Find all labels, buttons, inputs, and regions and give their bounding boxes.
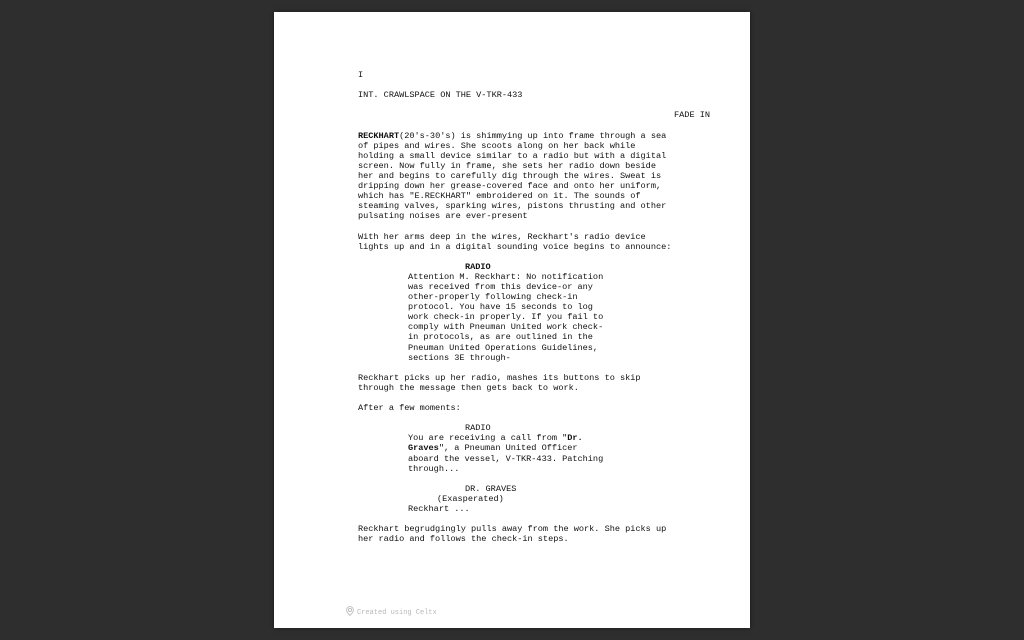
dialogue-line: Reckhart ... [408, 504, 470, 515]
action-line: steaming valves, sparking wires, pistons thrusting and other [358, 201, 667, 212]
dialogue-block-1 [358, 262, 710, 363]
action-line: through the message then gets back to work. [358, 382, 579, 393]
dialogue-line: through... [408, 463, 460, 474]
footer-text: Created using Celtx [357, 609, 437, 617]
action-line: (20's-30's) is shimmying up into frame through a sea [399, 130, 667, 141]
dialogue-line: Attention M. Reckhart: No notification [408, 271, 604, 282]
dialogue-line: work check-in properly. If you fail to [408, 312, 604, 323]
scene-heading: INT. CRAWLSPACE ON THE V-TKR-433 [358, 90, 523, 101]
character-cue: DR. GRAVES [465, 483, 517, 494]
action-line: lights up and in a digital sounding voice begins to announce: [358, 241, 672, 252]
parenthetical: (Exasperated) [437, 493, 504, 504]
character-cue: RADIO [465, 423, 491, 434]
page-number: I [358, 70, 364, 80]
dialogue-line: in protocols, as are outlined in the [408, 332, 593, 343]
dialogue-line: was received from this device-or any [408, 281, 593, 292]
action-block-5 [358, 524, 710, 544]
dialogue-line: comply with Pneuman United work check- [408, 322, 604, 333]
action-block-2 [358, 232, 710, 252]
dialogue-line: Pneuman United Operations Guidelines, [408, 342, 599, 353]
dialogue-line: Graves", a Pneuman United Officer [408, 443, 578, 454]
action-line: her and begins to carefully dig through the wires. Sweat is [358, 170, 662, 181]
action-block-3 [358, 373, 710, 393]
action-block-4: After a few moments: [358, 403, 461, 414]
dialogue-line: aboard the vessel, V-TKR-433. Patching [408, 453, 604, 464]
celtx-logo-icon [346, 609, 357, 617]
action-block-1 [358, 131, 710, 222]
transition: FADE IN [674, 110, 710, 121]
dialogue-line: sections 3E through- [408, 352, 511, 363]
footer [346, 606, 437, 617]
action-line: her radio and follows the check-in steps. [358, 534, 569, 545]
action-line: screen. Now fully in frame, she sets her radio down beside [358, 160, 656, 171]
dialogue-line: other-properly following check-in [408, 292, 578, 303]
action-line: pulsating noises are ever-present [358, 211, 528, 222]
action-line: of pipes and wires. She scoots along on her back while [358, 140, 636, 151]
action-line: dripping down her grease-covered face and onto her uniform, [358, 181, 662, 192]
action-line: holding a small device similar to a radio but with a digital [358, 150, 667, 161]
script-content [358, 70, 710, 544]
character-cue: RADIO [465, 261, 491, 272]
dialogue-line: You are receiving a call from "Dr. [408, 433, 583, 444]
dialogue-block-2 [358, 423, 710, 473]
script-page [274, 12, 750, 628]
action-line: which has "E.RECKHART" embroidered on it. The sounds of [358, 191, 641, 202]
dialogue-line: protocol. You have 15 seconds to log [408, 302, 593, 313]
action-line: Reckhart picks up her radio, mashes its buttons to skip [358, 372, 641, 383]
dialogue-block-3 [358, 484, 710, 514]
action-line: Reckhart begrudgingly pulls away from the work. She picks up [358, 524, 667, 535]
character-intro-name: RECKHART [358, 130, 400, 141]
action-line: With her arms deep in the wires, Reckhart's radio device [358, 231, 646, 242]
